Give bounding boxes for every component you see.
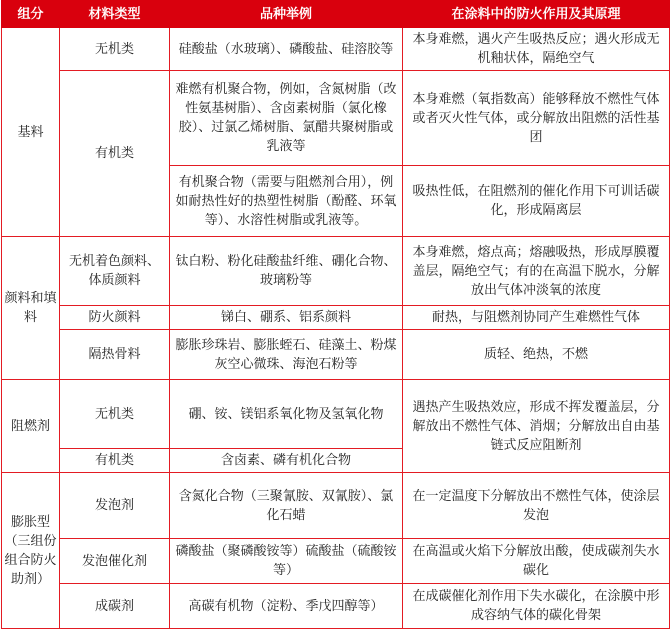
table-row: [2, 473, 670, 539]
example-cell: 锑白、硼系、铝系颜料: [170, 306, 403, 330]
effect-cell: 质轻、绝热，不燃: [403, 330, 670, 380]
effect-cell: 在高温或火焰下分解放出酸，使成碳剂失水碳化: [403, 539, 670, 584]
example-cell: 含氮化合物（三聚氰胺、双氰胺）、氯化石蜡: [170, 473, 403, 539]
type-cell: 成碳剂: [60, 584, 170, 629]
header-example: 品种举例: [170, 1, 403, 28]
effect-cell: 本身难燃，遇火产生吸热反应；遇火形成无机釉状体，隔绝空气: [403, 28, 670, 71]
type-cell: 无机类: [60, 380, 170, 449]
example-cell: 含卤素、磷有机化合物: [170, 449, 403, 473]
table-row: [2, 584, 670, 629]
example-cell: 高碳有机物（淀粉、季戊四醇等）: [170, 584, 403, 629]
type-cell: 隔热骨料: [60, 330, 170, 380]
example-cell: 硼、铵、镁铝系氧化物及氢氧化物: [170, 380, 403, 449]
table-row: [2, 237, 670, 306]
table-row: [2, 28, 670, 71]
table-row: [2, 330, 670, 380]
fire-retardant-table: [1, 0, 670, 629]
type-cell: 发泡剂: [60, 473, 170, 539]
effect-cell: 在成碳催化剂作用下失水碳化，在涂膜中形成容纳气体的碳化骨架: [403, 584, 670, 629]
effect-cell: 在一定温度下分解放出不燃性气体，使涂层发泡: [403, 473, 670, 539]
header-component: 组分: [2, 1, 60, 28]
header-material-type: 材料类型: [60, 1, 170, 28]
example-cell: 钛白粉、粉化硅酸盐纤维、硼化合物、玻璃粉等: [170, 237, 403, 306]
effect-cell: 吸热性低，在阻燃剂的催化作用下可训话碳化，形成隔离层: [403, 166, 670, 237]
group-intumescent: 膨胀型（三组份组合防火助剂）: [2, 473, 60, 629]
table-row: [2, 380, 670, 449]
example-cell: 有机聚合物（需要与阻燃剂合用），例如耐热性好的热塑性树脂（酚醛、环氧等）、水溶性树脂或乳液等。: [170, 166, 403, 237]
example-cell: 难燃有机聚合物，例如，含氮树脂（改性氨基树脂）、含卤素树脂（氯化橡胶）、过氯乙烯树脂、氯醋共聚树脂或乳液等: [170, 71, 403, 166]
type-cell: 有机类: [60, 449, 170, 473]
effect-cell: 耐热，与阻燃剂协同产生难燃性气体: [403, 306, 670, 330]
type-cell: 无机类: [60, 28, 170, 71]
effect-cell: 本身难燃（氧指数高）能够释放不燃性气体或者灭火性气体，或分解放出阻燃的活性基团: [403, 71, 670, 166]
table-row: [2, 71, 670, 166]
table-row: [2, 306, 670, 330]
type-cell: 发泡催化剂: [60, 539, 170, 584]
example-cell: 硅酸盐（水玻璃）、磷酸盐、硅溶胶等: [170, 28, 403, 71]
type-cell: 防火颜料: [60, 306, 170, 330]
type-cell: 无机着色颜料、体质颜料: [60, 237, 170, 306]
effect-cell: 本身难燃，熔点高；熔融吸热，形成厚膜覆盖层，隔绝空气；有的在高温下脱水，分解放出气体冲淡氧的浓度: [403, 237, 670, 306]
type-cell: 有机类: [60, 71, 170, 237]
example-cell: 膨胀珍珠岩、膨胀蛭石、硅藻土、粉煤灰空心微珠、海泡石粉等: [170, 330, 403, 380]
group-base: 基料: [2, 28, 60, 237]
table-row: [2, 539, 670, 584]
header-row: [2, 1, 670, 28]
example-cell: 磷酸盐（聚磷酸铵等）硫酸盐（硫酸铵等）: [170, 539, 403, 584]
header-effect: 在涂料中的防火作用及其原理: [403, 1, 670, 28]
group-flame-retardant: 阻燃剂: [2, 380, 60, 473]
group-pigments: 颜料和填料: [2, 237, 60, 380]
effect-cell: 遇热产生吸热效应，形成不挥发覆盖层，分解放出不燃性气体、消烟；分解放出自由基链式反应阻断剂: [403, 380, 670, 473]
